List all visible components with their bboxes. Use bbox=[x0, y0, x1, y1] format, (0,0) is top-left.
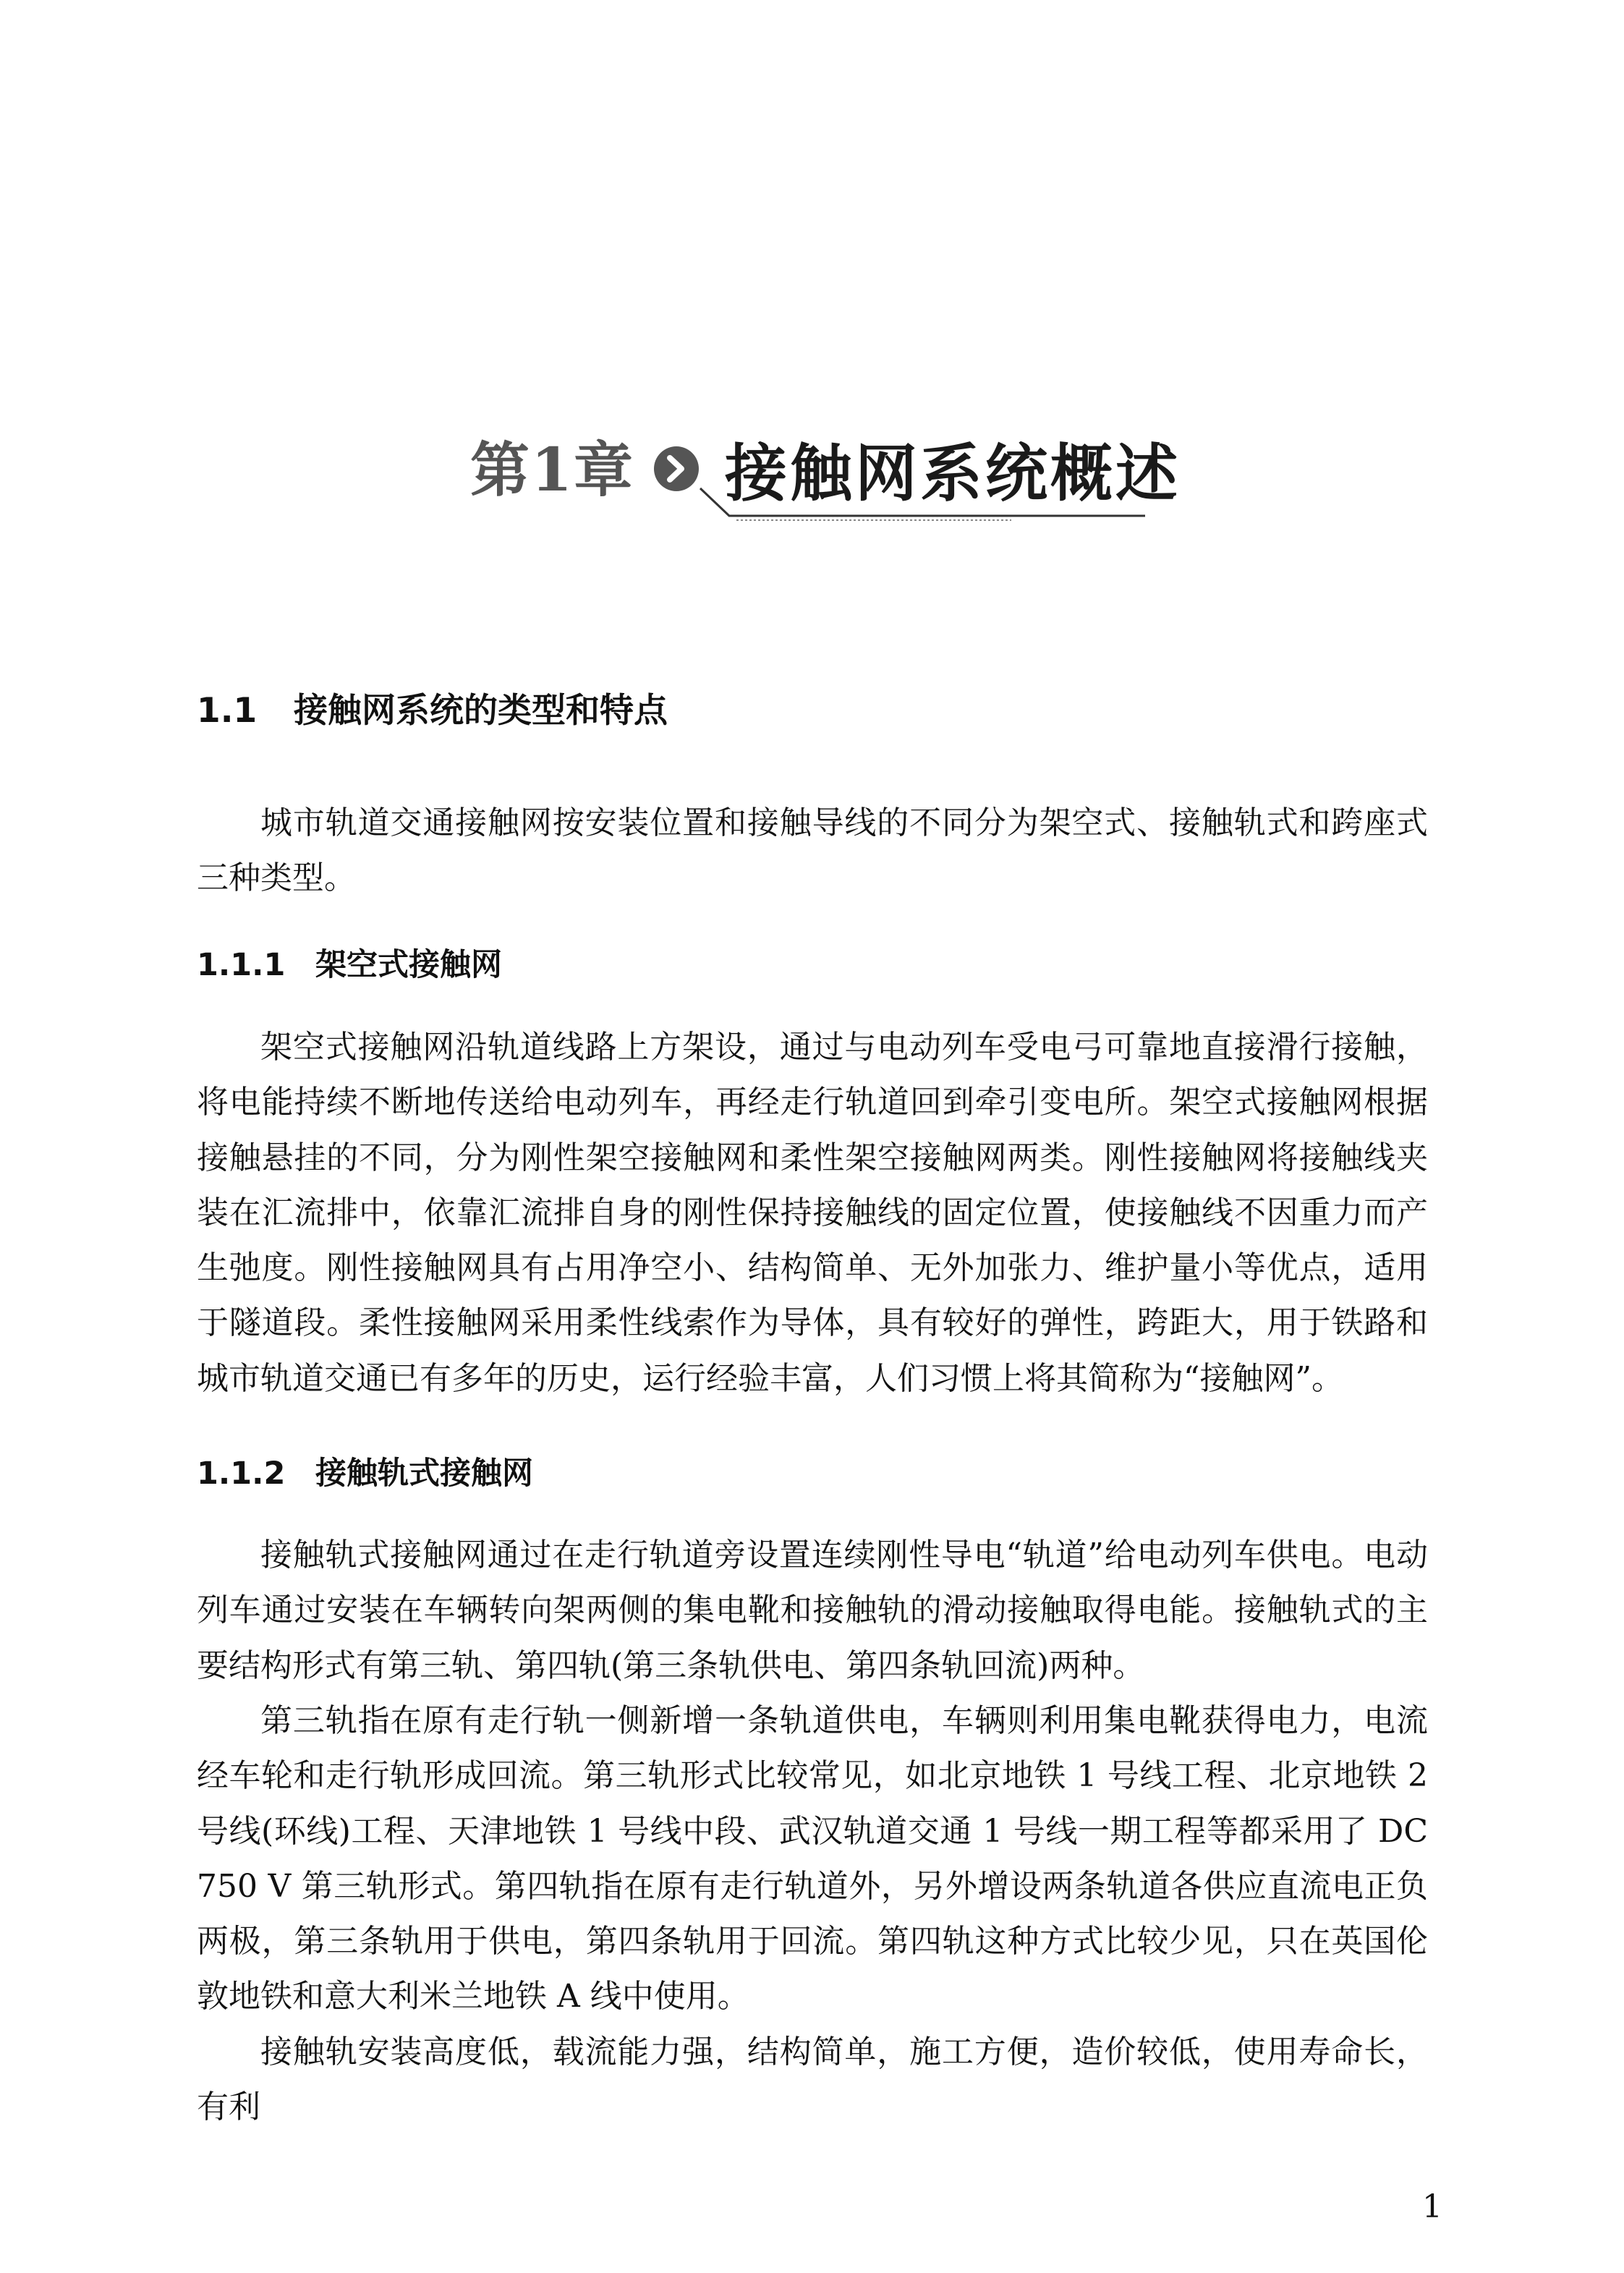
chapter-title-underline bbox=[664, 467, 1149, 524]
subsection-number: 1.1.2 bbox=[197, 1456, 286, 1492]
subsection-heading bbox=[197, 1449, 533, 1493]
third-rail-paragraph: 第三轨指在原有走行轨一侧新增一条轨道供电，车辆则利用集电靴获得电力，电流经车轮和走行轨形成回流。第三轨形式比较常见，如北京地铁 1 号线工程、北京地铁 2 号线(环线)工程、天津地铁 1 号线中段、武汉轨道交通 1 号线一期工程等都采用了 DC 750 V 第三轨形式。第四轨指在原有走行轨道外，另外增设两条轨道各供应直流电正负两极，第三条轨用于供电，第四条轨用于回流。第四轨这种方式比较少见，只在英国伦敦地铁和意大利米兰地铁 A 线中使用。 bbox=[197, 1702, 1428, 2015]
contact-rail-paragraph: 接触轨式接触网通过在走行轨道旁设置连续刚性导电“轨道”给电动列车供电。电动列车通过安装在车辆转向架两侧的集电靴和接触轨的滑动接触取得电能。接触轨式的主要结构形式有第三轨、第四轨(第三条轨供电、第四条轨回流)两种。 bbox=[197, 1537, 1428, 1684]
section-number: 1.1 bbox=[197, 691, 258, 731]
section-title: 接触网系统的类型和特点 bbox=[294, 691, 668, 731]
section-heading bbox=[197, 684, 668, 732]
page-number: 1 bbox=[1422, 2188, 1442, 2225]
section-intro-paragraph: 城市轨道交通接触网按安装位置和接触导线的不同分为架空式、接触轨式和跨座式三种类型。 bbox=[197, 804, 1428, 897]
overhead-catenary-paragraph: 架空式接触网沿轨道线路上方架设，通过与电动列车受电弓可靠地直接滑行接触，将电能持续不断地传送给电动列车，再经走行轨道回到牵引变电所。架空式接触网根据接触悬挂的不同，分为刚性架空接触网和柔性架空接触网两类。刚性接触网将接触线夹装在汇流排中，依靠汇流排自身的刚性保持接触线的固定位置，使接触线不因重力而产生弛度。刚性接触网具有占用净空小、结构简单、无外加张力、维护量小等优点，适用于隧道段。柔性接触网采用柔性线索作为导体，具有较好的弹性，跨距大，用于铁路和城市轨道交通已有多年的历史，运行经验丰富，人们习惯上将其简称为“接触网”。 bbox=[197, 1029, 1428, 1397]
subsection-heading bbox=[197, 940, 502, 985]
subsection-title: 接触轨式接触网 bbox=[315, 1456, 533, 1492]
contact-rail-advantages-paragraph: 接触轨安装高度低，载流能力强，结构简单，施工方便，造价较低，使用寿命长，有利 bbox=[197, 2034, 1428, 2126]
chapter-number: 第1章 bbox=[470, 436, 635, 505]
subsection-number: 1.1.1 bbox=[197, 947, 286, 983]
chapter-heading bbox=[470, 423, 1181, 524]
chapter-title: 接触网系统概述 bbox=[725, 437, 1181, 510]
subsection-title: 架空式接触网 bbox=[315, 947, 502, 983]
